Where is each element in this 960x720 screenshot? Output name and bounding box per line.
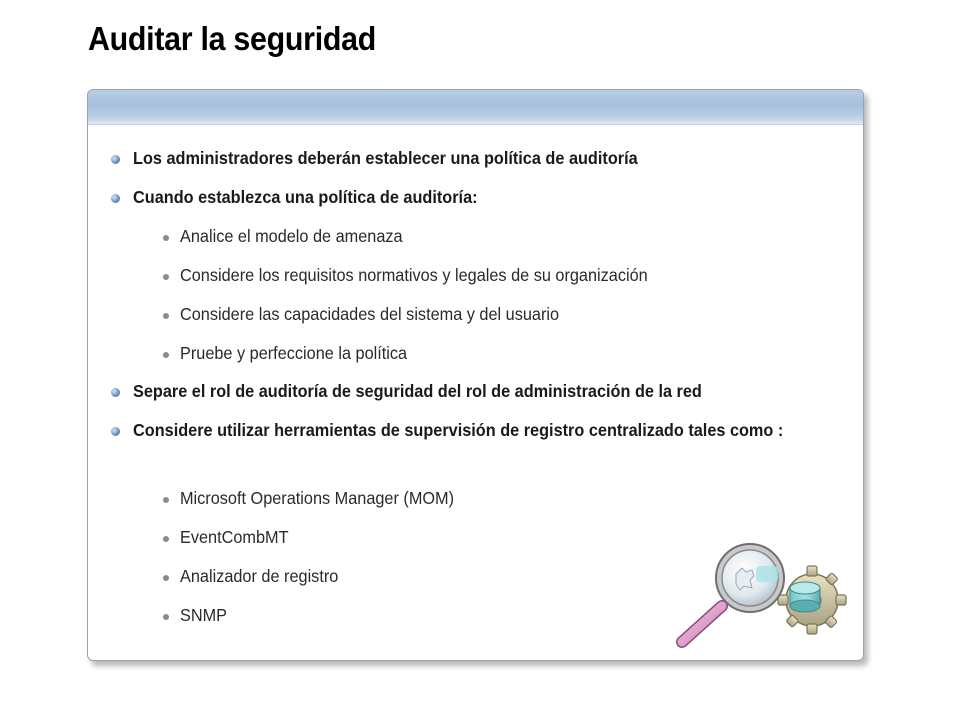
- bullet-item-level1: Los administradores deberán establecer una política de auditoría: [133, 148, 638, 168]
- page-title: Auditar la seguridad: [88, 20, 377, 57]
- bullet-sphere-icon: [111, 388, 120, 397]
- bullet-sphere-icon: [111, 194, 120, 203]
- bullet-item-level2: Considere los requisitos normativos y legales de su organización: [180, 265, 648, 285]
- panel-header-bar: [88, 90, 863, 125]
- bullet-dot-icon: [163, 274, 169, 280]
- bullet-item-level2: Analizador de registro: [180, 566, 339, 586]
- bullet-item-level2: Considere las capacidades del sistema y del usuario: [180, 304, 560, 324]
- bullet-item-level2: SNMP: [180, 605, 228, 625]
- bullet-item-level2: EventCombMT: [180, 527, 289, 547]
- bullet-dot-icon: [163, 497, 169, 503]
- bullet-item-level2: Pruebe y perfeccione la política: [180, 343, 408, 363]
- bullet-item-level2: Analice el modelo de amenaza: [180, 226, 403, 246]
- bullet-item-level1: Considere utilizar herramientas de supervisión de registro centralizado tales como :: [133, 420, 784, 440]
- bullet-sphere-icon: [111, 427, 120, 436]
- bullet-dot-icon: [163, 575, 169, 581]
- bullet-dot-icon: [163, 614, 169, 620]
- bullet-dot-icon: [163, 235, 169, 241]
- bullet-item-level1: Separe el rol de auditoría de seguridad del rol de administración de la red: [133, 381, 702, 401]
- bullet-item-level1: Cuando establezca una política de auditoría:: [133, 187, 478, 207]
- bullet-sphere-icon: [111, 155, 120, 164]
- bullet-dot-icon: [163, 313, 169, 319]
- magnifier-gears-icon: [672, 540, 847, 652]
- bullet-dot-icon: [163, 536, 169, 542]
- bullet-item-level2: Microsoft Operations Manager (MOM): [180, 488, 455, 508]
- bullet-dot-icon: [163, 352, 169, 358]
